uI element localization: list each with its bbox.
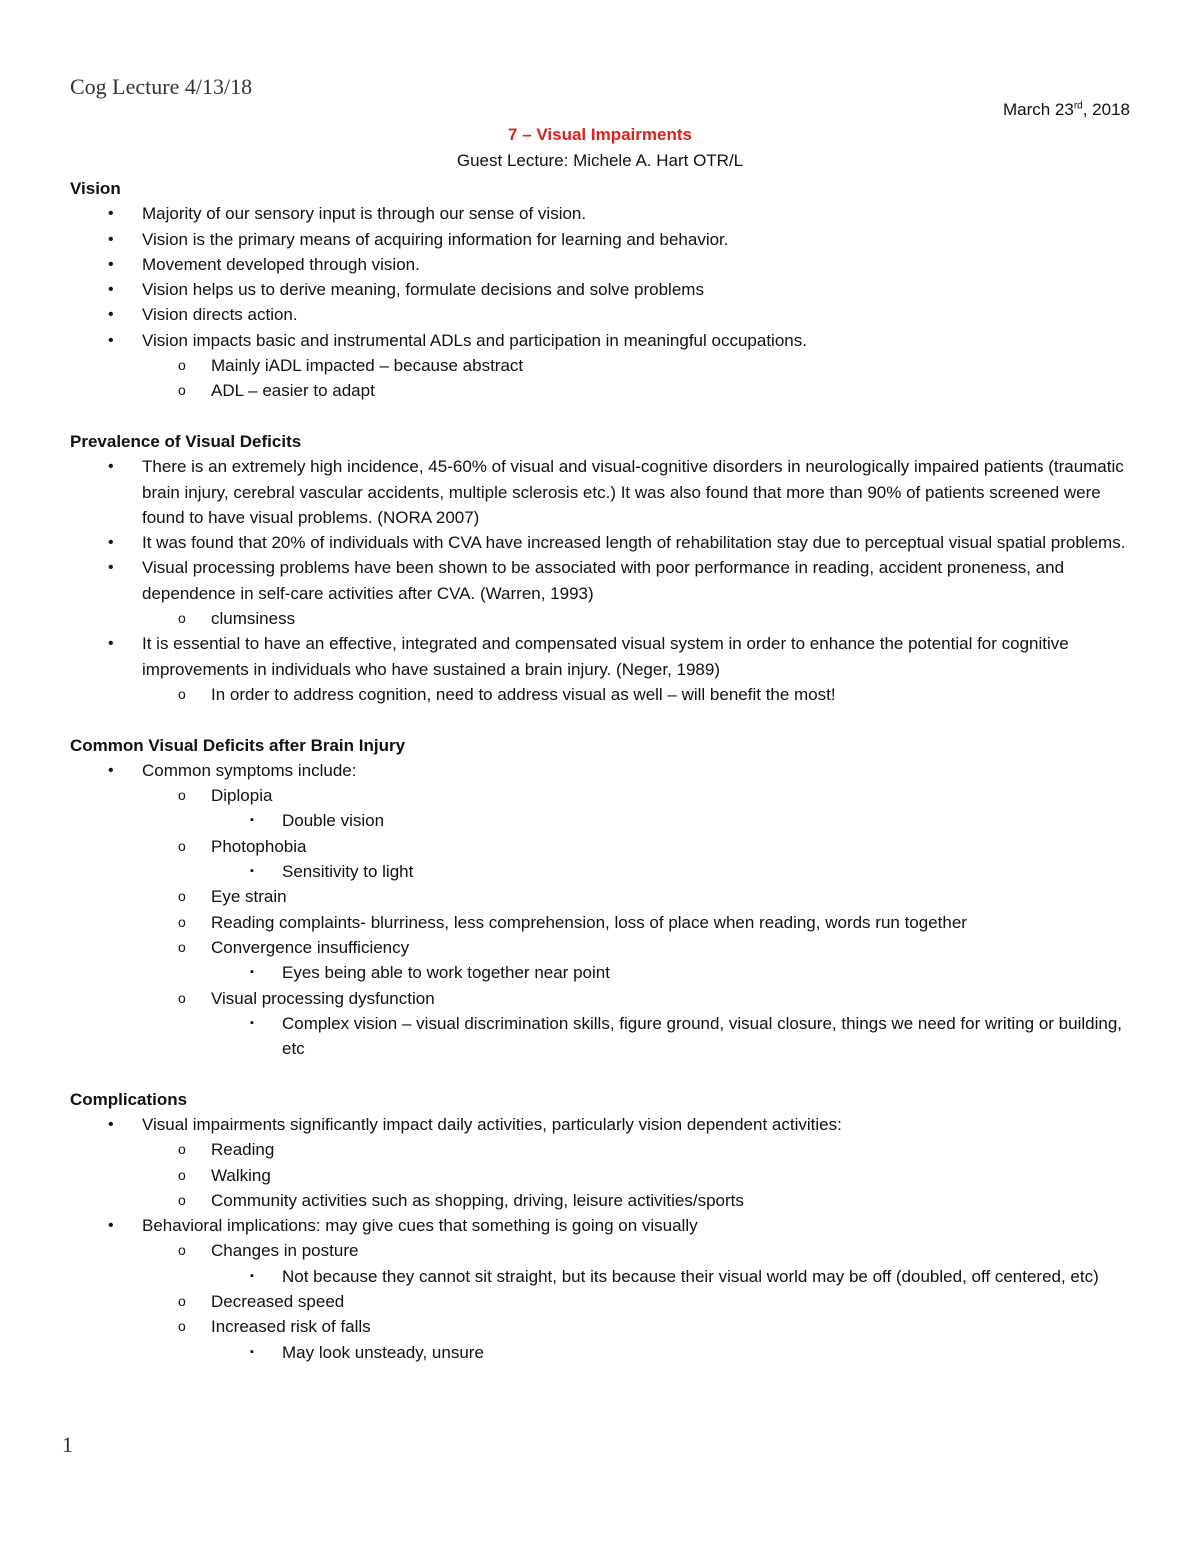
page-number: 1 bbox=[62, 1432, 73, 1457]
bullet-icon: • bbox=[108, 559, 114, 577]
list-item-text: Complex vision – visual discrimination skills, figure ground, visual closure, things we need for writing or building, etc bbox=[282, 1013, 1122, 1059]
list-item bbox=[70, 227, 1130, 252]
sub-list-item bbox=[70, 682, 1130, 707]
sub-sub-list-item bbox=[70, 859, 1130, 884]
bullet-icon: • bbox=[108, 458, 114, 476]
list-item-text: Movement developed through vision. bbox=[142, 254, 420, 274]
sub-list-item bbox=[70, 378, 1130, 403]
list-item-text: ADL – easier to adapt bbox=[211, 381, 375, 401]
section-heading-common-deficits: Common Visual Deficits after Brain Injury bbox=[70, 735, 406, 755]
square-bullet-icon: ▪ bbox=[250, 1016, 254, 1029]
sub-sub-list-item bbox=[70, 1340, 1130, 1365]
sub-list-item bbox=[70, 1289, 1130, 1314]
sub-list-item bbox=[70, 910, 1130, 935]
circle-bullet-icon: o bbox=[178, 685, 186, 702]
list-item-text: It was found that 20% of individuals with CVA have increased length of rehabilitation stay due to perceptual visual spatial problems. bbox=[142, 533, 1126, 553]
circle-bullet-icon: o bbox=[178, 938, 186, 955]
list-item-text: Vision impacts basic and instrumental ADLs and participation in meaningful occupations. bbox=[142, 330, 807, 350]
list-item-text: Changes in posture bbox=[211, 1241, 359, 1261]
circle-bullet-icon: o bbox=[178, 1191, 186, 1208]
list-item-text: Mainly iADL impacted – because abstract bbox=[211, 356, 524, 376]
list-item bbox=[70, 555, 1130, 606]
bullet-icon: • bbox=[108, 635, 114, 653]
square-bullet-icon: ▪ bbox=[250, 1345, 254, 1358]
sub-list-item bbox=[70, 353, 1130, 378]
section-heading-vision: Vision bbox=[70, 179, 121, 198]
list-item-text: Behavioral implications: may give cues that something is going on visually bbox=[142, 1216, 698, 1236]
list-item-text: Vision is the primary means of acquiring information for learning and behavior. bbox=[142, 229, 729, 249]
page-subtitle: Guest Lecture: Michele A. Hart OTR/L bbox=[456, 151, 744, 170]
list-item bbox=[70, 758, 1130, 783]
sub-list-item bbox=[70, 783, 1130, 808]
list-item bbox=[70, 454, 1130, 530]
square-bullet-icon: ▪ bbox=[250, 865, 254, 878]
list-item-text: Vision directs action. bbox=[142, 305, 298, 325]
list-item-text: Decreased speed bbox=[211, 1292, 345, 1312]
sub-list-item bbox=[70, 935, 1130, 960]
square-bullet-icon: ▪ bbox=[250, 814, 254, 827]
list-item bbox=[70, 1112, 1130, 1137]
list-item-text: Majority of our sensory input is through our sense of vision. bbox=[142, 204, 587, 224]
list-item bbox=[70, 277, 1130, 302]
bullet-icon: • bbox=[108, 306, 114, 324]
sub-list-item bbox=[70, 1314, 1130, 1339]
lecture-header: Cog Lecture 4/13/18 bbox=[70, 74, 253, 99]
list-item-text: May look unsteady, unsure bbox=[282, 1342, 484, 1362]
list-item-text: Reading complaints- blurriness, less comprehension, loss of place when reading, words run together bbox=[211, 912, 967, 932]
circle-bullet-icon: o bbox=[178, 382, 186, 399]
bullet-icon: • bbox=[108, 1115, 114, 1133]
sub-sub-list-item bbox=[70, 808, 1130, 833]
square-bullet-icon: ▪ bbox=[250, 1269, 254, 1282]
circle-bullet-icon: o bbox=[178, 837, 186, 854]
list-item bbox=[70, 328, 1130, 353]
list-item-text: Eyes being able to work together near point bbox=[282, 963, 610, 983]
sub-list-item bbox=[70, 1137, 1130, 1162]
list-item-text: Increased risk of falls bbox=[211, 1317, 371, 1337]
list-item-text: Eye strain bbox=[211, 887, 287, 907]
list-item bbox=[70, 201, 1130, 226]
bullet-icon: • bbox=[108, 230, 114, 248]
sub-list-item bbox=[70, 1238, 1130, 1263]
sub-list-item bbox=[70, 986, 1130, 1011]
bullet-icon: • bbox=[108, 1217, 114, 1235]
list-item-text: Reading bbox=[211, 1140, 275, 1160]
list-item-text: Photophobia bbox=[211, 836, 307, 856]
list-item-text: Vision helps us to derive meaning, formulate decisions and solve problems bbox=[142, 280, 704, 300]
circle-bullet-icon: o bbox=[178, 1141, 186, 1158]
sub-list-item bbox=[70, 1163, 1130, 1188]
sub-sub-list-item bbox=[70, 1264, 1130, 1289]
circle-bullet-icon: o bbox=[178, 989, 186, 1006]
list-item-text: In order to address cognition, need to address visual as well – will benefit the most! bbox=[211, 684, 836, 704]
list-item-text: There is an extremely high incidence, 45-60% of visual and visual-cognitive disorders in neurologically impaired patients (traumatic brain injury, cerebral vascular accidents, multiple sclerosis etc.) It was also found that more than 90% of patients screened were found to have visual problems. (NORA 2007) bbox=[142, 457, 1124, 527]
circle-bullet-icon: o bbox=[178, 1242, 186, 1259]
bullet-icon: • bbox=[108, 281, 114, 299]
date-year: , 2018 bbox=[1082, 100, 1130, 119]
list-item-text: Diplopia bbox=[211, 786, 273, 806]
list-item bbox=[70, 530, 1130, 555]
list-item bbox=[70, 252, 1130, 277]
section-heading-complications: Complications bbox=[70, 1089, 188, 1109]
list-item-text: Not because they cannot sit straight, but its because their visual world may be off (doubled, off centered, etc) bbox=[282, 1266, 1099, 1286]
bullet-icon: • bbox=[108, 761, 114, 779]
sub-list-item bbox=[70, 884, 1130, 909]
circle-bullet-icon: o bbox=[178, 913, 186, 930]
list-item-text: It is essential to have an effective, integrated and compensated visual system in order to enhance the potential for cognitive improvements in individuals who have sustained a brain injury. (Neger, 1989) bbox=[142, 634, 1069, 679]
list-item-text: Common symptoms include: bbox=[142, 760, 357, 780]
circle-bullet-icon: o bbox=[178, 888, 186, 905]
circle-bullet-icon: o bbox=[178, 1318, 186, 1335]
bullet-icon: • bbox=[108, 205, 114, 223]
bullet-icon: • bbox=[108, 534, 114, 552]
list-item-text: clumsiness bbox=[211, 609, 296, 629]
circle-bullet-icon: o bbox=[178, 1166, 186, 1183]
circle-bullet-icon: o bbox=[178, 610, 186, 627]
list-item-text: Walking bbox=[211, 1165, 271, 1185]
list-item bbox=[70, 1213, 1130, 1238]
document-body bbox=[70, 176, 1130, 1365]
page-title: 7 – Visual Impairments bbox=[508, 125, 692, 144]
lecture-date bbox=[1003, 100, 1130, 120]
list-item bbox=[70, 631, 1130, 682]
bullet-icon: • bbox=[108, 255, 114, 273]
list-item-text: Visual processing problems have been shown to be associated with poor performance in reading, accident proneness, and dependence in self-care activities after CVA. (Warren, 1993) bbox=[142, 558, 1065, 603]
list-item-text: Visual impairments significantly impact daily activities, particularly vision dependent activities: bbox=[142, 1114, 842, 1134]
date-ordinal: rd bbox=[1073, 100, 1083, 112]
circle-bullet-icon: o bbox=[178, 787, 186, 804]
list-item-text: Visual processing dysfunction bbox=[211, 988, 435, 1008]
list-item-text: Community activities such as shopping, driving, leisure activities/sports bbox=[211, 1190, 744, 1210]
sub-list-item bbox=[70, 1188, 1130, 1213]
date-text: March 23 bbox=[1002, 100, 1074, 119]
list-item-text: Double vision bbox=[282, 811, 385, 831]
square-bullet-icon: ▪ bbox=[250, 966, 254, 979]
section-heading-prevalence: Prevalence of Visual Deficits bbox=[70, 431, 302, 451]
circle-bullet-icon: o bbox=[178, 357, 186, 374]
circle-bullet-icon: o bbox=[178, 1293, 186, 1310]
list-item-text: Convergence insufficiency bbox=[211, 937, 410, 957]
sub-sub-list-item bbox=[70, 960, 1130, 985]
sub-list-item bbox=[70, 834, 1130, 859]
list-item bbox=[70, 302, 1130, 327]
sub-sub-list-item bbox=[70, 1011, 1130, 1062]
list-item-text: Sensitivity to light bbox=[282, 862, 414, 882]
bullet-icon: • bbox=[108, 331, 114, 349]
sub-list-item bbox=[70, 606, 1130, 631]
